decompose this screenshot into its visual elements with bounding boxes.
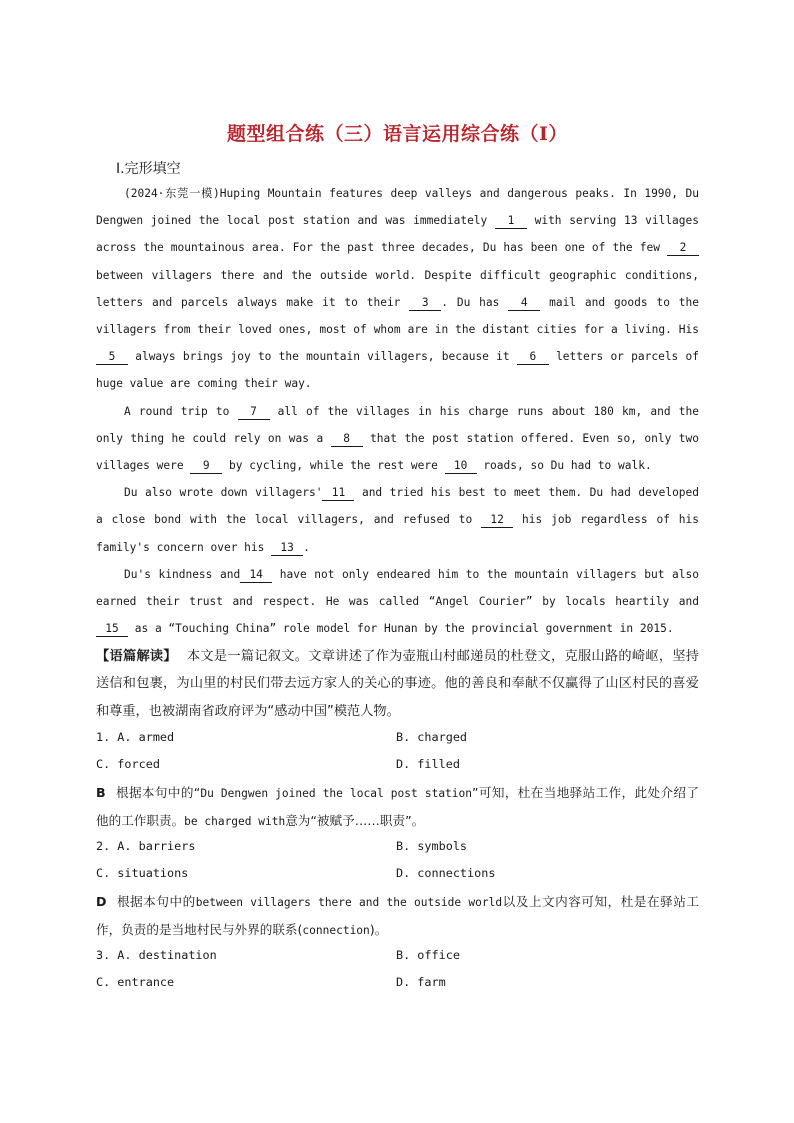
passage-text: letters or parcels of huge value are coming their way.	[96, 350, 699, 391]
option-a[interactable]: 3. A. destination	[96, 948, 217, 962]
option-c[interactable]: C. entrance	[96, 975, 175, 990]
option-b[interactable]: B. charged	[396, 730, 468, 744]
passage-text: roads, so Du had to walk.	[476, 459, 652, 473]
option-row	[96, 833, 699, 860]
option-b[interactable]: B. symbols	[396, 839, 468, 853]
passage-text: have not only endeared him to the mountain villagers but also earned their trust and respect. He was called “Angel Courier” by locals heartily and	[96, 567, 699, 609]
passage-paragraph	[96, 180, 699, 398]
explanation-text: )。	[369, 921, 388, 937]
cloze-blank[interactable]: 14	[240, 568, 272, 583]
passage-text: between villagers there and the outside world. Despite difficult geographic conditions, letters and parcels always make it to their	[96, 268, 699, 309]
cloze-blank[interactable]: 9	[190, 459, 222, 474]
quoted-english: connection	[302, 923, 370, 937]
option-d[interactable]: D. connections	[396, 866, 496, 881]
page-title: 题型组合练（三）语言运用综合练（Ⅰ）	[227, 123, 568, 145]
option-a[interactable]: 1. A. armed	[96, 730, 175, 744]
option-c[interactable]: C. situations	[96, 866, 189, 881]
cloze-blank[interactable]: 15	[96, 622, 128, 637]
quoted-english: between villagers there and the outside world	[195, 895, 503, 909]
analysis-label: 【语篇解读】	[96, 649, 177, 664]
cloze-blank[interactable]: 10	[445, 459, 477, 474]
answer-explanation	[96, 888, 699, 945]
passage-text: Du's kindness and	[124, 567, 241, 581]
passage-text: Du also wrote down villagers'	[124, 486, 323, 500]
cloze-blank[interactable]: 12	[481, 513, 513, 528]
option-b[interactable]: B. office	[396, 948, 460, 962]
cloze-passage	[96, 180, 699, 642]
cloze-blank[interactable]: 8	[331, 432, 363, 447]
passage-paragraph	[96, 398, 699, 480]
option-row	[96, 942, 699, 969]
cloze-blank[interactable]: 13	[271, 541, 303, 556]
quoted-english: Du Dengwen joined the local post station	[200, 786, 472, 800]
passage-paragraph	[96, 479, 699, 561]
question-1	[96, 724, 699, 835]
explanation-text: 以及上文内容可知，杜是在驿站工作，负责的是当地村民与外界的联系(	[96, 893, 700, 937]
passage-text: .	[303, 540, 310, 554]
passage-text: (2024·东莞一模)Huping Mountain features deep valleys and dangerous peaks. In 1990, Du Dengwen joined the local post station and was immediately	[96, 187, 699, 228]
explanation-text: 意为“被赋予……职责”。	[285, 812, 425, 828]
passage-text: always brings joy to the mountain villagers, because it	[128, 350, 517, 364]
option-row	[96, 751, 699, 778]
passage-text: by cycling, while the rest were	[222, 459, 445, 473]
passage-text: . Du has	[441, 295, 509, 309]
option-row	[96, 860, 699, 887]
cloze-blank[interactable]: 5	[96, 350, 128, 365]
option-d[interactable]: D. filled	[396, 757, 460, 772]
question-3	[96, 942, 699, 997]
cloze-blank[interactable]: 2	[667, 241, 699, 256]
cloze-blank[interactable]: 1	[495, 214, 527, 229]
answer-letter: D	[96, 893, 107, 909]
passage-text: with serving 13 villages across the mountainous area. For the past three decades, Du has been one of the few	[96, 214, 700, 255]
passage-paragraph	[96, 561, 699, 643]
passage-text: as a “Touching China” role model for Hunan by the provincial government in 2015.	[128, 622, 674, 636]
cloze-blank[interactable]: 11	[322, 486, 354, 501]
passage-text: all of the villages in his charge runs about 180 km, and the only thing he could rely on was a	[96, 404, 699, 445]
quoted-english: be charged with	[184, 814, 286, 828]
cloze-blank[interactable]: 4	[508, 296, 540, 311]
passage-text: A round trip to	[124, 404, 238, 418]
answer-explanation	[96, 779, 699, 836]
section-heading: Ⅰ.完形填空	[116, 161, 181, 177]
passage-text: his job regardless of his family's concern over his	[96, 513, 699, 554]
option-row	[96, 969, 699, 996]
answer-letter: B	[96, 784, 106, 800]
question-2	[96, 833, 699, 944]
cloze-blank[interactable]: 6	[517, 350, 549, 365]
cloze-blank[interactable]: 3	[409, 296, 441, 311]
cloze-blank[interactable]: 7	[238, 405, 270, 420]
explanation-text: 根据本句中的“	[115, 784, 201, 800]
option-row	[96, 724, 699, 751]
option-c[interactable]: C. forced	[96, 757, 160, 772]
analysis-text: 本文是一篇记叙文。文章讲述了作为壶瓶山村邮递员的杜登文，克服山路的崎岖，坚持送信和包裹，为山里的村民们带去远方家人的关心的事迹。他的善良和奉献不仅赢得了山区村民的喜爱和尊重，也被湖南省政府评为“感动中国”模范人物。	[96, 649, 699, 719]
passage-text: mail and goods to the villagers from their loved ones, most of whom are in the distant cities for a living. His	[96, 295, 699, 337]
option-d[interactable]: D. farm	[396, 975, 446, 990]
explanation-text: ”可知，杜在当地驿站工作，此处介绍了他的工作职责。	[96, 784, 699, 828]
explanation-text: 根据本句中的	[116, 893, 196, 909]
passage-text: that the post station offered. Even so, only two villages were	[96, 431, 699, 473]
passage-text: and tried his best to meet them. Du had developed a close bond with the local villagers, and refused to	[96, 486, 700, 527]
option-a[interactable]: 2. A. barriers	[96, 839, 196, 853]
passage-analysis	[96, 643, 699, 725]
